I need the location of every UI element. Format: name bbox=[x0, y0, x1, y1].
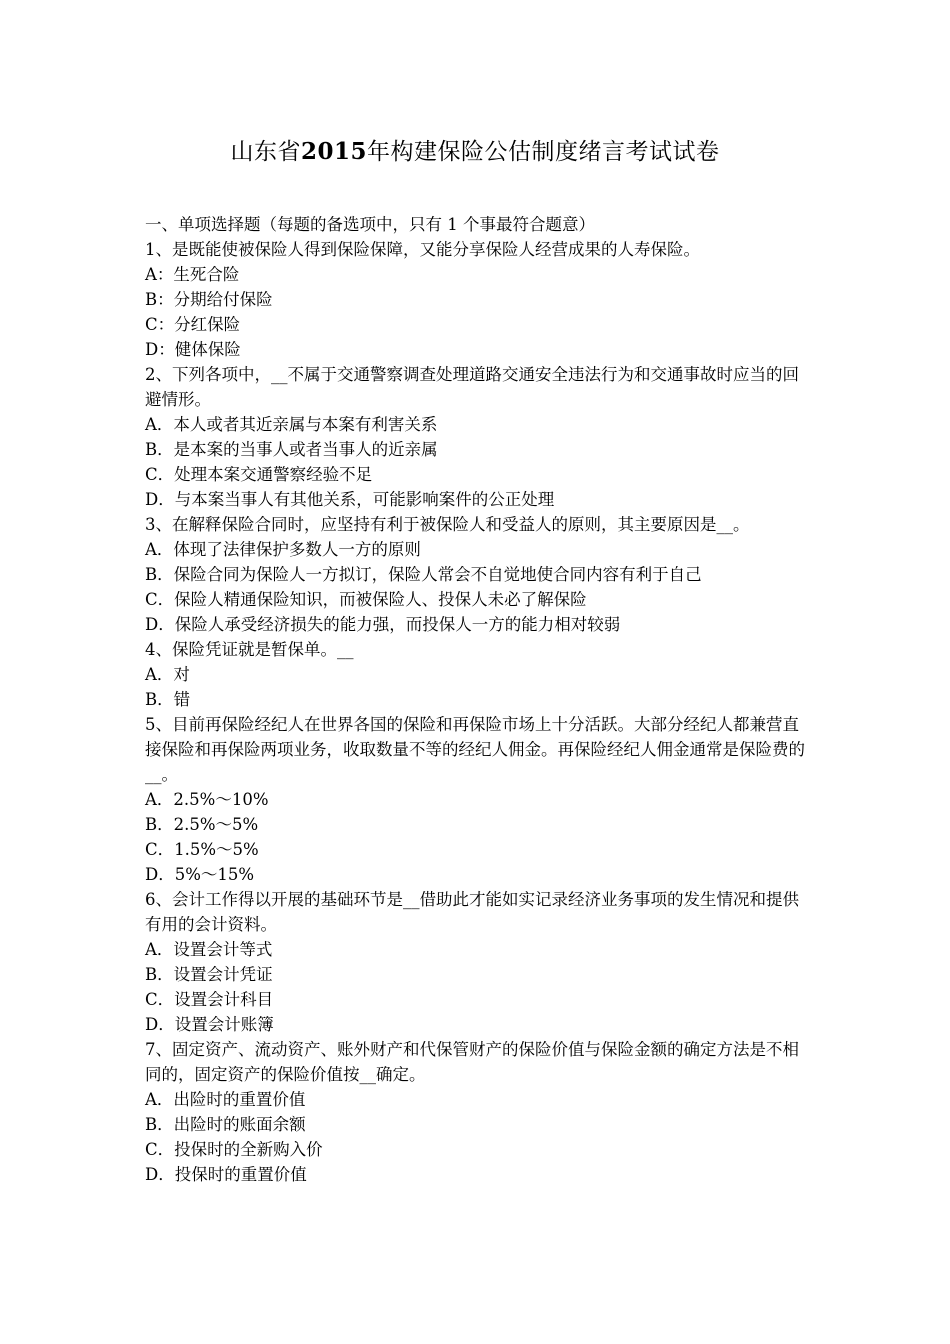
option-c: C．保险人精通保险知识，而被保险人、投保人未必了解保险 bbox=[145, 590, 587, 609]
option-c: C．设置会计科目 bbox=[145, 990, 274, 1009]
option-c: C．投保时的全新购入价 bbox=[145, 1140, 323, 1159]
option-d: D．保险人承受经济损失的能力强，而投保人一方的能力相对较弱 bbox=[145, 615, 621, 634]
title-prefix: 山东省 bbox=[230, 139, 301, 165]
option-c: C：分红保险 bbox=[145, 315, 241, 334]
question-1 bbox=[145, 237, 810, 362]
option-d: D：健体保险 bbox=[145, 340, 241, 359]
section-heading: 一、单项选择题（每题的备选项中，只有 1 个事最符合题意） bbox=[145, 215, 595, 234]
title-year: 2015 bbox=[300, 138, 367, 165]
option-a: A．体现了法律保护多数人一方的原则 bbox=[145, 540, 421, 559]
option-b: B．保险合同为保险人一方拟订，保险人常会不自觉地使合同内容有利于自己 bbox=[145, 565, 702, 584]
option-d: D．设置会计账簿 bbox=[145, 1015, 274, 1034]
option-c: C．1.5%～5% bbox=[145, 840, 259, 859]
option-a: A．2.5%～10% bbox=[145, 790, 269, 809]
option-a: A．出险时的重置价值 bbox=[145, 1090, 306, 1109]
question-5 bbox=[145, 712, 810, 887]
question-stem: 6、会计工作得以开展的基础环节是__借助此才能如实记录经济业务事项的发生情况和提供有用的会计资料。 bbox=[145, 890, 799, 934]
option-b: B．错 bbox=[145, 690, 191, 709]
question-stem: 2、下列各项中，__不属于交通警察调查处理道路交通安全违法行为和交通事故时应当的回避情形。 bbox=[145, 365, 799, 409]
option-d: D．投保时的重置价值 bbox=[145, 1165, 307, 1184]
question-6 bbox=[145, 887, 810, 1037]
option-d: D．与本案当事人有其他关系，可能影响案件的公正处理 bbox=[145, 490, 555, 509]
question-stem: 1、是既能使被保险人得到保险保障，又能分享保险人经营成果的人寿保险。 bbox=[145, 240, 700, 259]
exam-content bbox=[145, 212, 810, 1187]
option-b: B．设置会计凭证 bbox=[145, 965, 273, 984]
option-c: C．处理本案交通警察经验不足 bbox=[145, 465, 373, 484]
question-3 bbox=[145, 512, 810, 637]
option-d: D．5%～15% bbox=[145, 865, 255, 884]
option-b: B：分期给付保险 bbox=[145, 290, 273, 309]
question-7 bbox=[145, 1037, 810, 1187]
question-4 bbox=[145, 637, 810, 712]
option-a: A．对 bbox=[145, 665, 190, 684]
question-stem: 4、保险凭证就是暂保单。__ bbox=[145, 640, 354, 659]
option-a: A．设置会计等式 bbox=[145, 940, 273, 959]
question-2 bbox=[145, 362, 810, 512]
question-stem: 3、在解释保险合同时，应坚持有利于被保险人和受益人的原则，其主要原因是__。 bbox=[145, 515, 750, 534]
option-a: A：生死合险 bbox=[145, 265, 240, 284]
option-b: B．2.5%～5% bbox=[145, 815, 259, 834]
option-b: B．出险时的账面余额 bbox=[145, 1115, 306, 1134]
document-title bbox=[0, 136, 950, 168]
option-b: B．是本案的当事人或者当事人的近亲属 bbox=[145, 440, 438, 459]
question-stem: 7、固定资产、流动资产、账外财产和代保管财产的保险价值与保险金额的确定方法是不相同的，固定资产的保险价值按__确定。 bbox=[145, 1040, 799, 1084]
option-a: A．本人或者其近亲属与本案有利害关系 bbox=[145, 415, 438, 434]
title-suffix: 年构建保险公估制度绪言考试试卷 bbox=[367, 139, 720, 165]
question-stem: 5、目前再保险经纪人在世界各国的保险和再保险市场上十分活跃。大部分经纪人都兼营直接保险和再保险两项业务，收取数量不等的经纪人佣金。再保险经纪人佣金通常是保险费的__。 bbox=[145, 715, 805, 784]
